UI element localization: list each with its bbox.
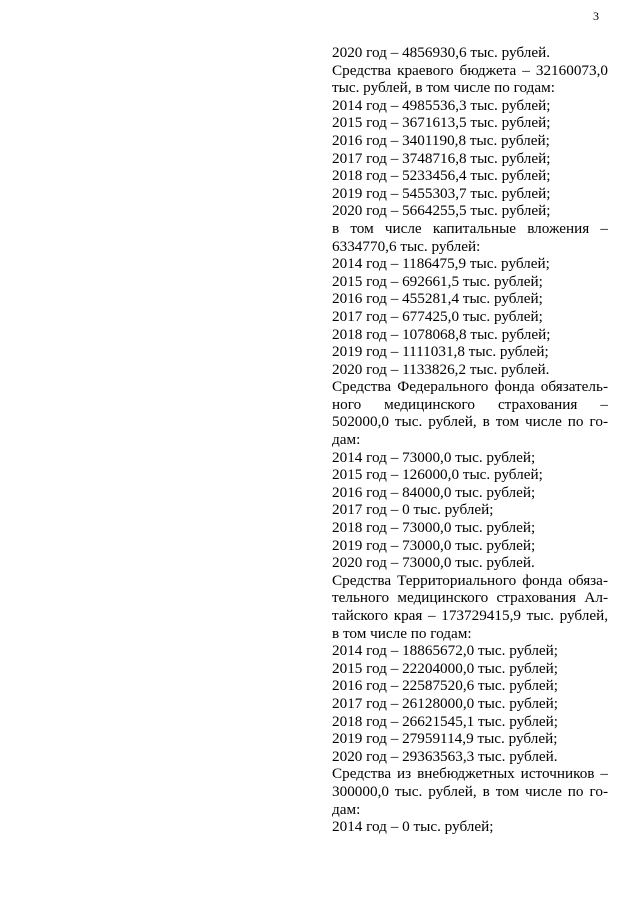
- funding-line: 2016 год – 84000,0 тыс. рублей;: [332, 483, 536, 501]
- federal-fund-paragraph: Средства Федерального фонда обязательного медицинского страхования – 502000,0 тыс. рублей, в том числе по годам:: [332, 378, 608, 449]
- capital-investment-paragraph: в том числе капитальные вложения – 6334770,6 тыс. рублей:: [332, 219, 608, 255]
- funding-line: 2018 год – 5233456,4 тыс. рублей;: [332, 167, 551, 185]
- funding-line: 2019 год – 1111031,8 тыс. рублей;: [332, 343, 549, 361]
- funding-line: 2018 год – 26621545,1 тыс. рублей;: [332, 712, 559, 730]
- funding-line: 2014 год – 4985536,3 тыс. рублей;: [332, 96, 551, 114]
- funding-line: 2017 год – 26128000,0 тыс. рублей;: [332, 694, 559, 712]
- regional-budget-paragraph: Средства краевого бюджета – 32160073,0 тыс. рублей, в том числе по годам:: [332, 61, 608, 97]
- funding-line: 2014 год – 1186475,9 тыс. рублей;: [332, 255, 550, 273]
- extrabudgetary-sources-paragraph: Средства из внебюджетных источников – 300000,0 тыс. рублей, в том числе по годам:: [332, 765, 608, 818]
- funding-line: 2016 год – 455281,4 тыс. рублей;: [332, 290, 543, 308]
- funding-line: 2018 год – 1078068,8 тыс. рублей;: [332, 325, 551, 343]
- funding-line: 2016 год – 3401190,8 тыс. рублей;: [332, 131, 550, 149]
- funding-line: 2020 год – 1133826,2 тыс. рублей.: [332, 360, 550, 378]
- funding-line: 2019 год – 5455303,7 тыс. рублей;: [332, 184, 551, 202]
- funding-line: 2017 год – 677425,0 тыс. рублей;: [332, 307, 543, 325]
- funding-line: 2015 год – 692661,5 тыс. рублей;: [332, 272, 543, 290]
- funding-line: 2018 год – 73000,0 тыс. рублей;: [332, 519, 536, 537]
- funding-line: 2015 год – 126000,0 тыс. рублей;: [332, 466, 543, 484]
- funding-line: 2014 год – 0 тыс. рублей;: [332, 818, 494, 836]
- funding-line: 2015 год – 3671613,5 тыс. рублей;: [332, 114, 551, 132]
- funding-line: 2017 год – 0 тыс. рублей;: [332, 501, 494, 519]
- funding-line: 2014 год – 18865672,0 тыс. рублей;: [332, 642, 559, 660]
- funding-line: 2017 год – 3748716,8 тыс. рублей;: [332, 149, 551, 167]
- funding-line: 2016 год – 22587520,6 тыс. рублей;: [332, 677, 559, 695]
- funding-line: 2020 год – 29363563,3 тыс. рублей.: [332, 747, 558, 765]
- funding-text-column: [332, 44, 608, 836]
- funding-line: 2019 год – 27959114,9 тыс. рублей;: [332, 730, 558, 748]
- funding-line: 2014 год – 73000,0 тыс. рублей;: [332, 448, 536, 466]
- page-number: 3: [593, 9, 599, 23]
- funding-line: 2020 год – 4856930,6 тыс. рублей.: [332, 44, 550, 61]
- funding-line: 2019 год – 73000,0 тыс. рублей;: [332, 536, 536, 554]
- territorial-fund-paragraph: Средства Территориального фонда обязательного медицинского страхования Алтайского края – 173729415,9 тыс. рублей, в том числе по годам:: [332, 571, 608, 642]
- funding-line: 2020 год – 5664255,5 тыс. рублей;: [332, 202, 551, 220]
- funding-line: 2015 год – 22204000,0 тыс. рублей;: [332, 659, 559, 677]
- funding-line: 2020 год – 73000,0 тыс. рублей.: [332, 554, 535, 572]
